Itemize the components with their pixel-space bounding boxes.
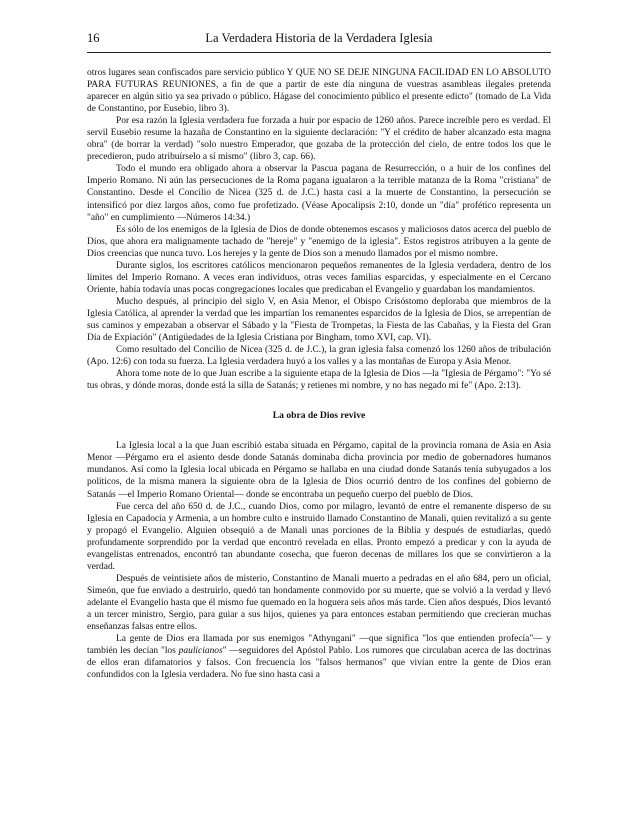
italic-term: paulicianos	[178, 646, 223, 657]
paragraph: Durante siglos, los escritores católicos mencionaron pequeños remanentes de la Iglesia verdadera, dentro de los límites del Imperio Romano. A veces eran individuos, otras veces familias esparcidas, y especialmente en el Cercano Oriente, había todavía unas pocas congregaciones locales que predicaban el Evangelio y guardaban los mandamientos.	[87, 260, 551, 295]
paragraph: Por esa razón la Iglesia verdadera fue forzada a huir por espacio de 1260 años. Parece increíble pero es verdad. El servil Eusebio resume la hazaña de Constantino en la siguiente declaración: "Y el crédito de haber alcanzado esta magna obra" (de borrar la verdad) "solo nuestro Emperador, que gozaba de la protección del cielo, de entre todos los que le precedieron, pudo atribuírselo a sí mismo" (libro 3, cap. 66).	[87, 116, 551, 163]
paragraph: Como resultado del Concilio de Nicea (325 d. de J.C.), la gran iglesia falsa comenzó los 1260 años de tribulación (Apo. 12:6) con toda su fuerza. La Iglesia verdadera huyó a los valles y a las montañas de Europa y Asia Menor.	[87, 345, 551, 368]
paragraph: Después de veintisiete años de misterio, Constantino de Manali muerto a pedradas en el año 684, pero un oficial, Simeón, que fue enviado a destruirlo, quedó tan hondamente conmovido por su muerte, que se volvió a la verdad y llevó adelante el Evangelio hasta que él mismo fue quemado en la hoguera seis años más tarde. Cien años después, Dios levantó a un tercer ministro, Sergio, para guiar a sus hijos, quienes ya para entonces estaban permitiendo que crecieran muchas enseñanzas falsas entre ellos.	[87, 573, 551, 633]
paragraph: Ahora tome note de lo que Juan escribe a la siguiente etapa de la Iglesia de Dios —la "Iglesia de Pérgamo": "Yo sé tus obras, y dónde moras, donde está la silla de Satanás; y retienes mi nombre, y no has negado mi fe" (Apo. 2:13).	[87, 369, 551, 392]
running-title: La Verdadera Historia de la Verdadera Iglesia	[205, 31, 433, 45]
paragraph: Todo el mundo era obligado ahora a observar la Pascua pagana de Resurrección, o a huir de los confines del Imperio Romano. Ni aún las persecuciones de la Roma pagana igualaron a la terrible matanza de la Roma "cristiana" de Constantino. Desde el Concilio de Nicea (325 d. de J.C.) hasta casi a la muerte de Constantino, la persecución se intensificó por diez largos años, como fue profetizado. (Véase Apocalipsis 2:10, donde un "día" profético representa un "año" en cumplimiento —Números 14:34.)	[87, 164, 551, 223]
paragraph: Fue cerca del año 650 d. de J.C., cuando Dios, como por milagro, levantó de entre el remanente disperso de su Iglesia en Capadocia y Armenia, a un hombre culto e instruido llamado Constantino de Manali, quien revitalizó a su gente y propagó el Evangelio. Alguien obsequió a de Manali unas porciones de la Biblia y después de estudiarlas, quedó profundamente sorprendido por la verdad que encontró revelada en ellas. Pronto empezó a predicar y con la ayuda de evangelistas entrenados, encontró tan abundante cosecha, que fueron decenas de millares los que se convirtieron a la verdad.	[87, 501, 551, 572]
paragraph-text: " —seguidores del Apóstol Pablo. Los rumores que circulaban acerca de las doctrinas de ellos eran difamatorios y falsos. Con frecuencia los "falsos hermanos" que vivían entre la gente de Dios eran confundidos con la Iglesia verdadera. No fue sino hasta casi a	[87, 646, 551, 681]
paragraph: La Iglesia local a la que Juan escribió estaba situada en Pérgamo, capital de la provincia romana de Asia en Asia Menor —Pérgamo era el asiento desde donde Satanás dominaba dicha provincia por medio de gobernadores humanos mundanos. Así como la Iglesia local ubicada en Pérgamo se hallaba en una ciudad donde Satanás tenía subyugados a los políticos, de la misma manera la siguiente obra de la Iglesia de Dios ocurrió dentro de los confines del gobierno de Satanás —el Imperio Romano Oriental— donde se encontraba un pequeño cuerpo del pueblo de Dios.	[87, 441, 551, 500]
paragraph: Es sólo de los enemigos de la Iglesia de Dios de donde obtenemos escasos y maliciosos datos acerca del pueblo de Dios, que ahora era malignamente tachado de "hereje" y "enemigo de la iglesia". Estos registros atribuyen a la gente de Dios creencias que nunca tuvo. Los herejes y la gente de Dios son a menudo llamados por el mismo nombre.	[87, 224, 551, 259]
section-heading: La obra de Dios revive	[272, 410, 366, 422]
paragraph: otros lugares sean confiscados pare servicio público Y QUE NO SE DEJE NINGUNA FACILIDAD EN LO ABSOLUTO PARA FUTURAS REUNIONES, a fin de que a partir de este día ninguna de vuestras asambleas ilegales pretenda aparecer en algún sitio ya sea privado o público. Hágase del conocimiento público el presente edicto" (tomado de La Vida de Constantino, por Eusebio, libro 3).	[87, 68, 551, 115]
page-number: 16	[87, 31, 100, 45]
paragraph: Mucho después, al principio del siglo V, en Asia Menor, el Obispo Crisóstomo deploraba que miembros de la Iglesia Católica, al aprender la verdad que les impartían los remanentes esparcidos de la Iglesia de Dios, se arrepentían de sus caminos y empezaban a observar el Sábado y la "Fiesta de Trompetas, la Fiesta de las Cabañas, y la Fiesta del Gran Día de Expiación" (Antigüedades de la Iglesia Cristiana por Bingham, tomo XVI, cap. VI).	[87, 296, 551, 344]
body-text	[87, 67, 551, 681]
paragraph-text: La gente de Dios era llamada por sus enemigos "Athyngani" —que significa "los que entienden profecía"— y también les decían "los	[87, 634, 551, 657]
paragraph	[87, 633, 551, 681]
page-header	[87, 30, 551, 53]
